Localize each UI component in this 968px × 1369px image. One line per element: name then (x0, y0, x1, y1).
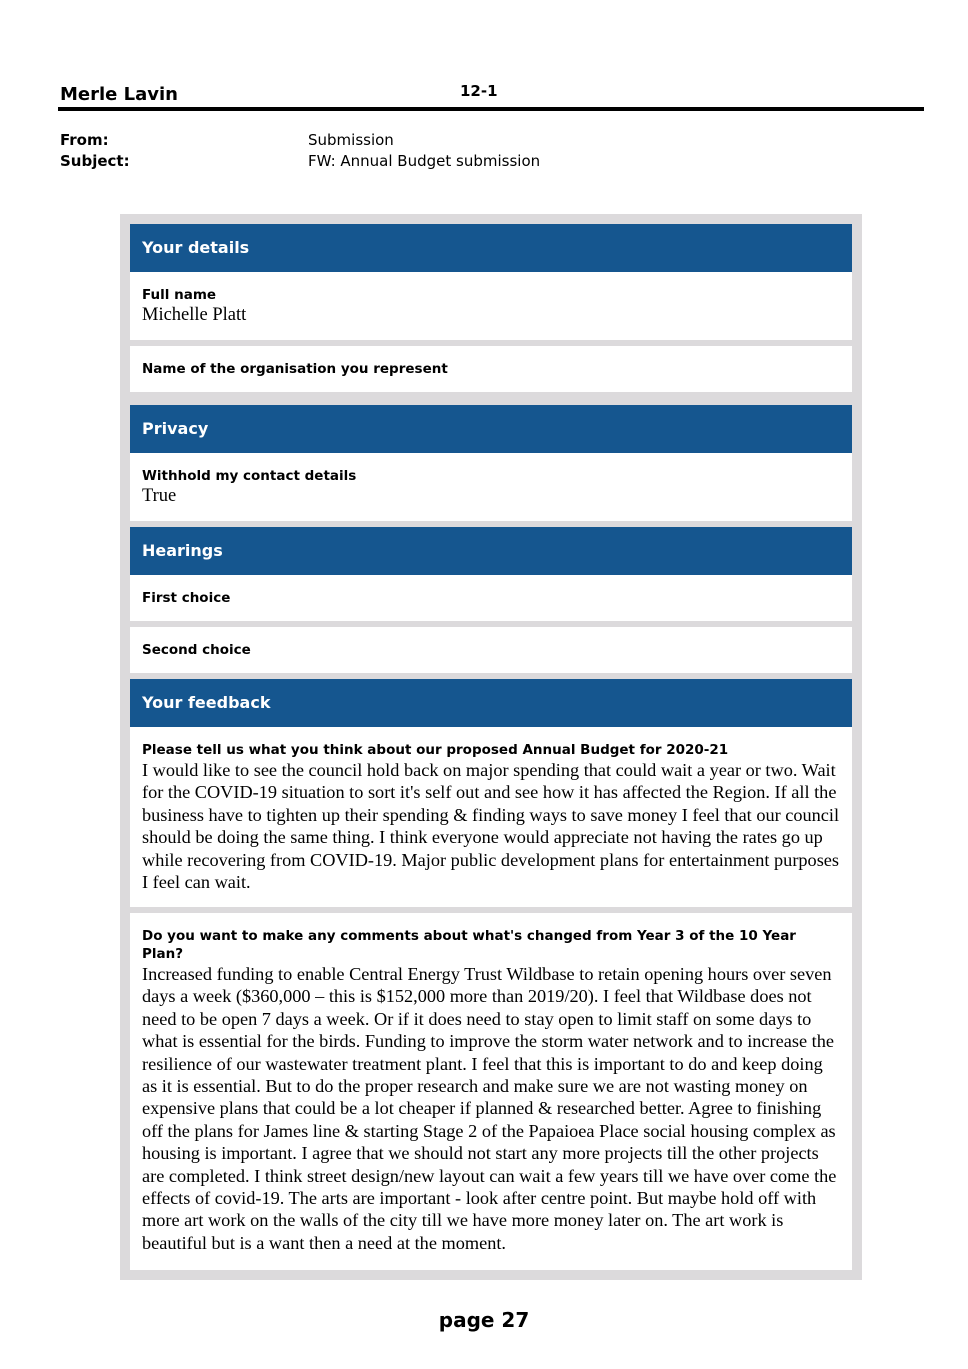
document-reference: 12-1 (460, 82, 498, 100)
field-budget-feedback (130, 727, 852, 907)
field-label-full-name: Full name (142, 287, 217, 303)
subject-label: Subject: (60, 152, 130, 170)
field-label-ten-year-plan-comments: Do you want to make any comments about what's changed from Year 3 of the 10 Year Plan? (142, 928, 796, 962)
field-value-ten-year-plan-comments: Increased funding to enable Central Energy Trust Wildbase to retain opening hours over seven days a week ($360,000 – this is $152,000 more than 2019/20). I feel that Wildbase does not need to be open 7 days a week. Or if it does need to stay open to limit staff on some days to what is essential for the birds. Funding to improve the storm water network and to increase the resilience of our wastewater treatment plant. I feel that this is important to do and keep doing as it is essential. But to do the proper research and make sure we are not wasting money on expensive plans that could be a lot cheaper if planned & researched better. Agree to finishing off the plans for James line & starting Stage 2 of the Papaioea Place social housing complex as housing is important. I agree that we should not start any more projects till the other projects are completed. I think street design/new layout can wait a few years till we have over come the effects of covid-19. The arts are important - look after centre point. But maybe hold off with more art work on the walls of the city till we have more money later on. The art work is beautiful but is a want then a need at the moment. (142, 964, 837, 1253)
field-organisation (130, 346, 852, 392)
section-header-hearings: Hearings (130, 527, 852, 575)
field-label-withhold-contact: Withhold my contact details (142, 468, 357, 484)
field-label-organisation: Name of the organisation you represent (142, 361, 448, 377)
field-value-budget-feedback: I would like to see the council hold back on major spending that could wait a year or two. Wait for the COVID-19 situation to sort it's self out and see how it has affected the Region. If all the business have to tighten up their spending & finding ways to save money I feel that our council should be doing the same thing. I think everyone would appreciate not having the rates go up while recovering from COVID-19. Major public development plans for entertainment purposes I feel can wait. (142, 760, 840, 893)
field-value-withhold-contact: True (142, 486, 177, 506)
field-value-full-name: Michelle Platt (142, 305, 247, 325)
subject-value: FW: Annual Budget submission (308, 152, 541, 170)
section-header-privacy: Privacy (130, 405, 852, 453)
header-rule (58, 107, 924, 111)
field-label-second-choice: Second choice (142, 642, 251, 658)
from-label: From: (60, 131, 109, 149)
page-number: page 27 (438, 1308, 530, 1332)
from-value: Submission (308, 131, 394, 149)
submission-form (120, 214, 862, 1280)
field-first-choice (130, 575, 852, 621)
section-header-your-feedback: Your feedback (130, 679, 852, 727)
section-header-your-details: Your details (130, 224, 852, 272)
field-full-name (130, 272, 852, 340)
field-label-budget-feedback: Please tell us what you think about our proposed Annual Budget for 2020-21 (142, 742, 729, 758)
field-ten-year-plan-comments (130, 913, 852, 1270)
field-withhold-contact (130, 453, 852, 521)
field-second-choice (130, 627, 852, 673)
author-name: Merle Lavin (60, 84, 178, 105)
field-label-first-choice: First choice (142, 590, 231, 606)
